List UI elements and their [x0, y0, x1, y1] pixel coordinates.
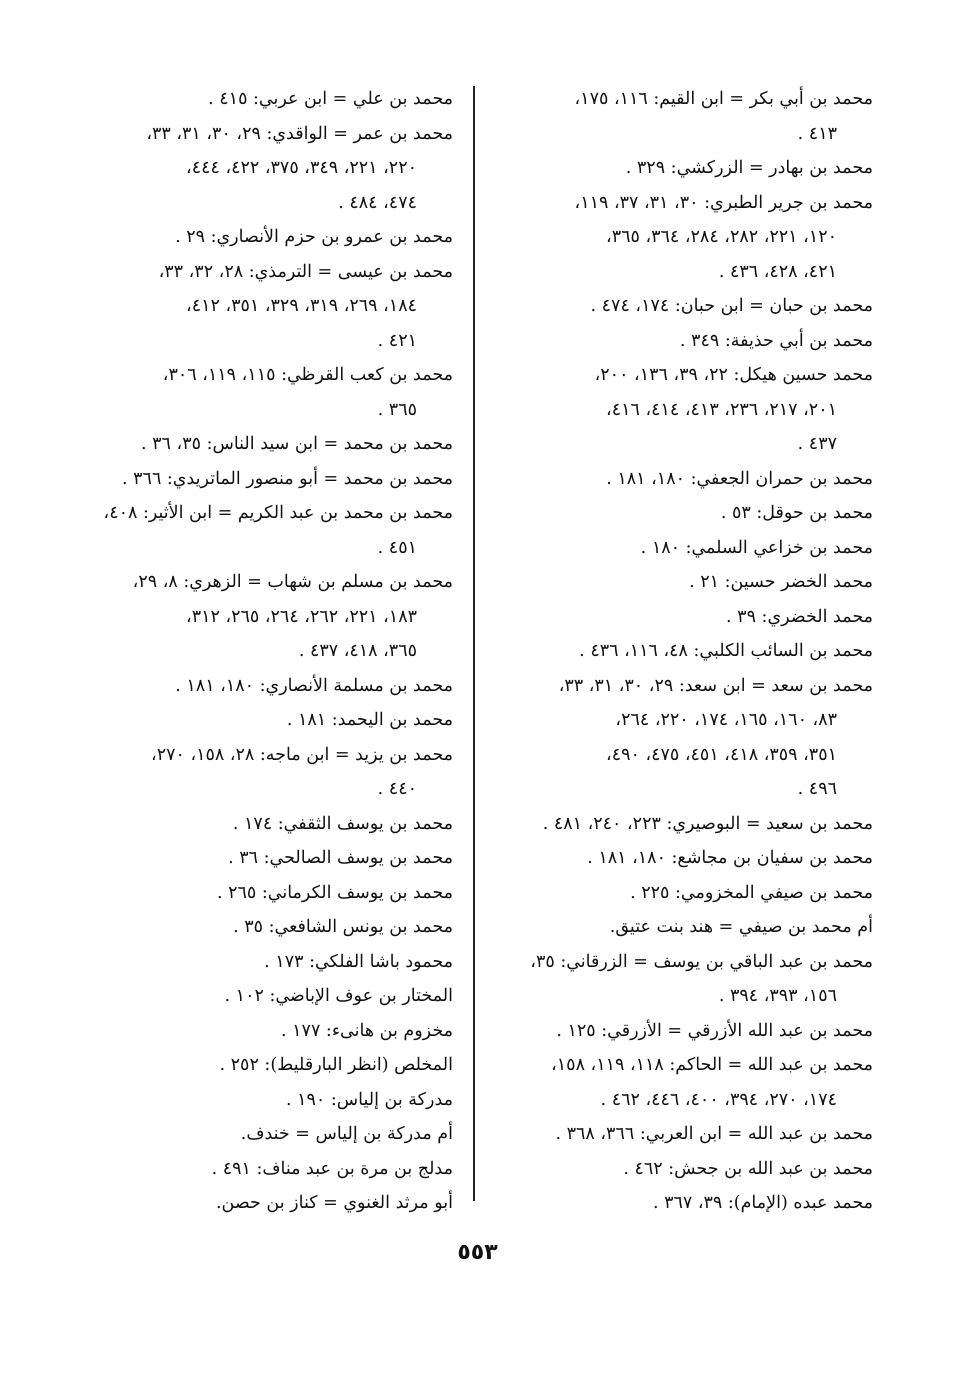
index-entry-continuation: ٤٢١، ٤٢٨، ٤٣٦ . [718, 261, 837, 282]
index-entry: محمد بن بهادر = الزركشي: ٣٢٩ . [625, 158, 873, 178]
index-entry: محمد عبده (الإمام): ٣٩، ٣٦٧ . [652, 1193, 873, 1213]
index-entry: محمد بن عبد الله = ابن العربي: ٣٦٦، ٣٦٨ . [555, 1124, 873, 1144]
index-entry: مدركة بن إلياس: ١٩٠ . [285, 1089, 453, 1110]
index-entry-continuation: ٤٢١ . [377, 330, 417, 351]
index-entry-continuation: ١٧٤، ٢٧٠، ٣٩٤، ٤٠٠، ٤٤٦، ٤٦٢ . [600, 1089, 837, 1110]
index-entry: محمد بن يوسف الكرماني: ٢٦٥ . [216, 882, 453, 903]
index-entry: محمد بن جرير الطبري: ٣٠، ٣١، ٣٧، ١١٩، [574, 192, 873, 213]
index-entry-continuation: ٤٩٦ . [797, 779, 837, 799]
index-entry: محمد بن حبان = ابن حبان: ١٧٤، ٤٧٤ . [590, 296, 873, 316]
index-entry: محمد بن صيفي المخزومي: ٢٢٥ . [630, 882, 873, 903]
index-entry-continuation: ١٢٠، ٢٢١، ٢٨٢، ٢٨٤، ٣٦٤، ٣٦٥، [606, 227, 837, 247]
index-entry: محمد بن عيسى = الترمذي: ٢٨، ٣٢، ٣٣، [158, 261, 453, 282]
index-entry: محمد بن حمران الجعفي: ١٨٠، ١٨١ . [606, 468, 873, 489]
column-divider [473, 86, 475, 1201]
index-entry: مدلج بن مرة بن عبد مناف: ٤٩١ . [211, 1158, 453, 1179]
index-entry: مخزوم بن هانىء: ١٧٧ . [281, 1020, 453, 1041]
index-column-right [483, 82, 873, 1221]
index-entry-continuation: ٤٧٤، ٤٨٤ . [338, 192, 417, 213]
index-entry: محمد بن عبد الباقي بن يوسف = الزرقاني: ٣٥، [530, 951, 873, 972]
index-entry: المخلص (انظر البارقليط): ٢٥٢ . [219, 1055, 453, 1075]
index-entry: محمد بن محمد = ابن سيد الناس: ٣٥، ٣٦ . [141, 434, 453, 454]
index-entry: محمد بن عبد الله بن جحش: ٤٦٢ . [623, 1158, 873, 1179]
index-entry: أم محمد بن صيفي = هند بنت عتيق. [609, 917, 873, 937]
index-entry-continuation: ٤٥١ . [377, 537, 417, 558]
index-entry: محمد بن عمرو بن حزم الأنصاري: ٢٩ . [175, 227, 453, 247]
index-entry: محمد بن السائب الكلبي: ٤٨، ١١٦، ٤٣٦ . [579, 641, 873, 661]
index-entry-continuation: ١٥٦، ٣٩٣، ٣٩٤ . [718, 986, 837, 1006]
index-entry-continuation: ٤٤٠ . [377, 779, 417, 799]
index-entry-continuation: ٣٦٥ . [377, 399, 417, 420]
index-entry: أبو مرثد الغنوي = كناز بن حصن. [215, 1193, 453, 1213]
index-entry: محمد بن حوقل: ٥٣ . [720, 503, 873, 523]
index-entry: محمد بن سفيان بن مجاشع: ١٨٠، ١٨١ . [587, 848, 873, 868]
index-entry: محمد بن أبي حذيفة: ٣٤٩ . [679, 330, 873, 351]
index-entry: محمد بن عمر = الواقدي: ٢٩، ٣٠، ٣١، ٣٣، [146, 123, 453, 144]
index-entry: محمد بن محمد بن عبد الكريم = ابن الأثير: ٤٠٨، [103, 503, 453, 523]
index-entry: محمد بن خزاعي السلمي: ١٨٠ . [640, 537, 873, 558]
index-column-left [68, 82, 453, 1221]
index-entry: محمد الخضر حسين: ٢١ . [689, 572, 873, 592]
index-entry: أم مدركة بن إلياس = خندف. [240, 1124, 453, 1144]
index-entry: محمد بن كعب القرظي: ١١٥، ١١٩، ٣٠٦، [162, 365, 453, 385]
index-entry-continuation: ٣٥١، ٣٥٩، ٤١٨، ٤٥١، ٤٧٥، ٤٩٠، [606, 744, 837, 765]
index-entry: محمد بن عبد الله = الحاكم: ١١٨، ١١٩، ١٥٨، [551, 1055, 873, 1075]
index-entry: محمد بن أبي بكر = ابن القيم: ١١٦، ١٧٥، [574, 89, 873, 109]
index-entry: محمد بن يونس الشافعي: ٣٥ . [233, 917, 453, 937]
index-entry: محمد حسين هيكل: ٢٢، ٣٩، ١٣٦، ٢٠٠، [594, 365, 873, 385]
index-entry-continuation: ١٨٣، ٢٢١، ٢٦٢، ٢٦٤، ٢٦٥، ٣١٢، [186, 606, 417, 627]
index-entry: محمد بن سعيد = البوصيري: ٢٢٣، ٢٤٠، ٤٨١ . [542, 813, 873, 834]
index-entry-continuation: ٣٦٥، ٤١٨، ٤٣٧ . [298, 641, 417, 661]
index-entry-continuation: ٢٠١، ٢١٧، ٢٣٦، ٤١٣، ٤١٤، ٤١٦، [606, 399, 837, 420]
page-number: ٥٥٣ [457, 1240, 498, 1265]
index-entry-continuation: ٤١٣ . [797, 123, 837, 144]
index-entry-continuation: ١٨٤، ٢٦٩، ٣١٩، ٣٢٩، ٣٥١، ٤١٢، [186, 296, 417, 316]
index-entry: المختار بن عوف الإباضي: ١٠٢ . [224, 986, 453, 1006]
index-entry: محمد الخضري: ٣٩ . [726, 606, 873, 627]
index-entry: محمد بن عبد الله الأزرقي = الأزرقي: ١٢٥ . [556, 1020, 873, 1041]
index-entry-continuation: ٨٣، ١٦٠، ١٦٥، ١٧٤، ٢٢٠، ٢٦٤، [615, 710, 837, 730]
index-entry: محمد بن يزيد = ابن ماجه: ٢٨، ١٥٨، ٢٧٠، [151, 744, 453, 765]
index-entry: محمد بن محمد = أبو منصور الماتريدي: ٣٦٦ . [122, 468, 453, 489]
index-entry: محمد بن يوسف الصالحي: ٣٦ . [228, 848, 453, 868]
index-entry: محمد بن سعد = ابن سعد: ٢٩، ٣٠، ٣١، ٣٣، [558, 675, 873, 696]
index-entry-continuation: ٤٣٧ . [797, 434, 837, 454]
index-entry: محمود باشا الفلكي: ١٧٣ . [264, 951, 453, 972]
index-entry: محمد بن مسلمة الأنصاري: ١٨٠، ١٨١ . [175, 675, 453, 696]
index-entry-continuation: ٢٢٠، ٢٢١، ٣٤٩، ٣٧٥، ٤٢٢، ٤٤٤، [186, 158, 417, 178]
index-entry: محمد بن اليحمد: ١٨١ . [286, 710, 453, 730]
index-entry: محمد بن علي = ابن عربي: ٤١٥ . [208, 89, 453, 109]
index-entry: محمد بن يوسف الثقفي: ١٧٤ . [232, 813, 453, 834]
index-entry: محمد بن مسلم بن شهاب = الزهري: ٨، ٢٩، [132, 572, 453, 592]
